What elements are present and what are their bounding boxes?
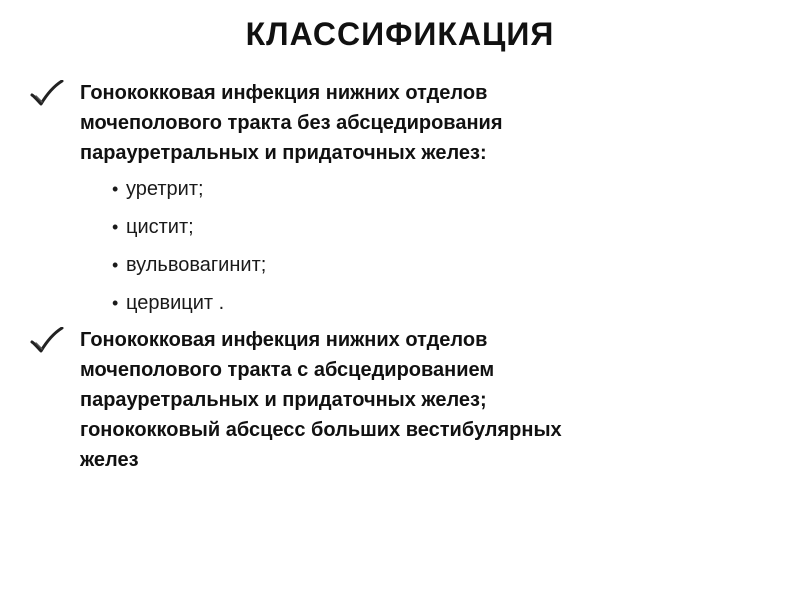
bullet-icon: • (112, 293, 119, 313)
list-item (30, 325, 750, 475)
list-item-text (80, 78, 750, 168)
text-line: мочеполового тракта с абсцедированием (80, 359, 495, 381)
text-line: Гонококковая инфекция нижних отделов (80, 329, 488, 351)
bullet-icon: • (112, 179, 119, 199)
sub-list-item (112, 288, 512, 326)
list-item-text (80, 325, 750, 475)
sub-list-item-label: вульвовагинит; (126, 254, 267, 276)
sub-list-item-label: цистит; (126, 216, 194, 238)
bullet-icon: • (112, 255, 119, 275)
text-line: парауретральных и придаточных желез: (80, 142, 487, 164)
text-line: парауретральных и придаточных желез; (80, 389, 487, 411)
text-line: Гонококковая инфекция нижних отделов (80, 82, 488, 104)
slide-title: КЛАССИФИКАЦИЯ (245, 16, 555, 52)
text-line: гонококковый абсцесс больших вестибулярных (80, 419, 562, 441)
sub-list-item-label: цервицит . (126, 292, 225, 314)
sub-list-item (112, 250, 512, 288)
sub-list-item (112, 174, 512, 212)
list-item (30, 78, 750, 168)
sub-list (112, 174, 512, 326)
bullet-icon: • (112, 217, 119, 237)
sub-list-item-label: уретрит; (126, 178, 204, 200)
text-line: желез (80, 449, 139, 471)
check-icon (30, 327, 64, 353)
text-line: мочеполового тракта без абсцедирования (80, 112, 503, 134)
sub-list-item (112, 212, 512, 250)
check-icon (30, 80, 64, 106)
